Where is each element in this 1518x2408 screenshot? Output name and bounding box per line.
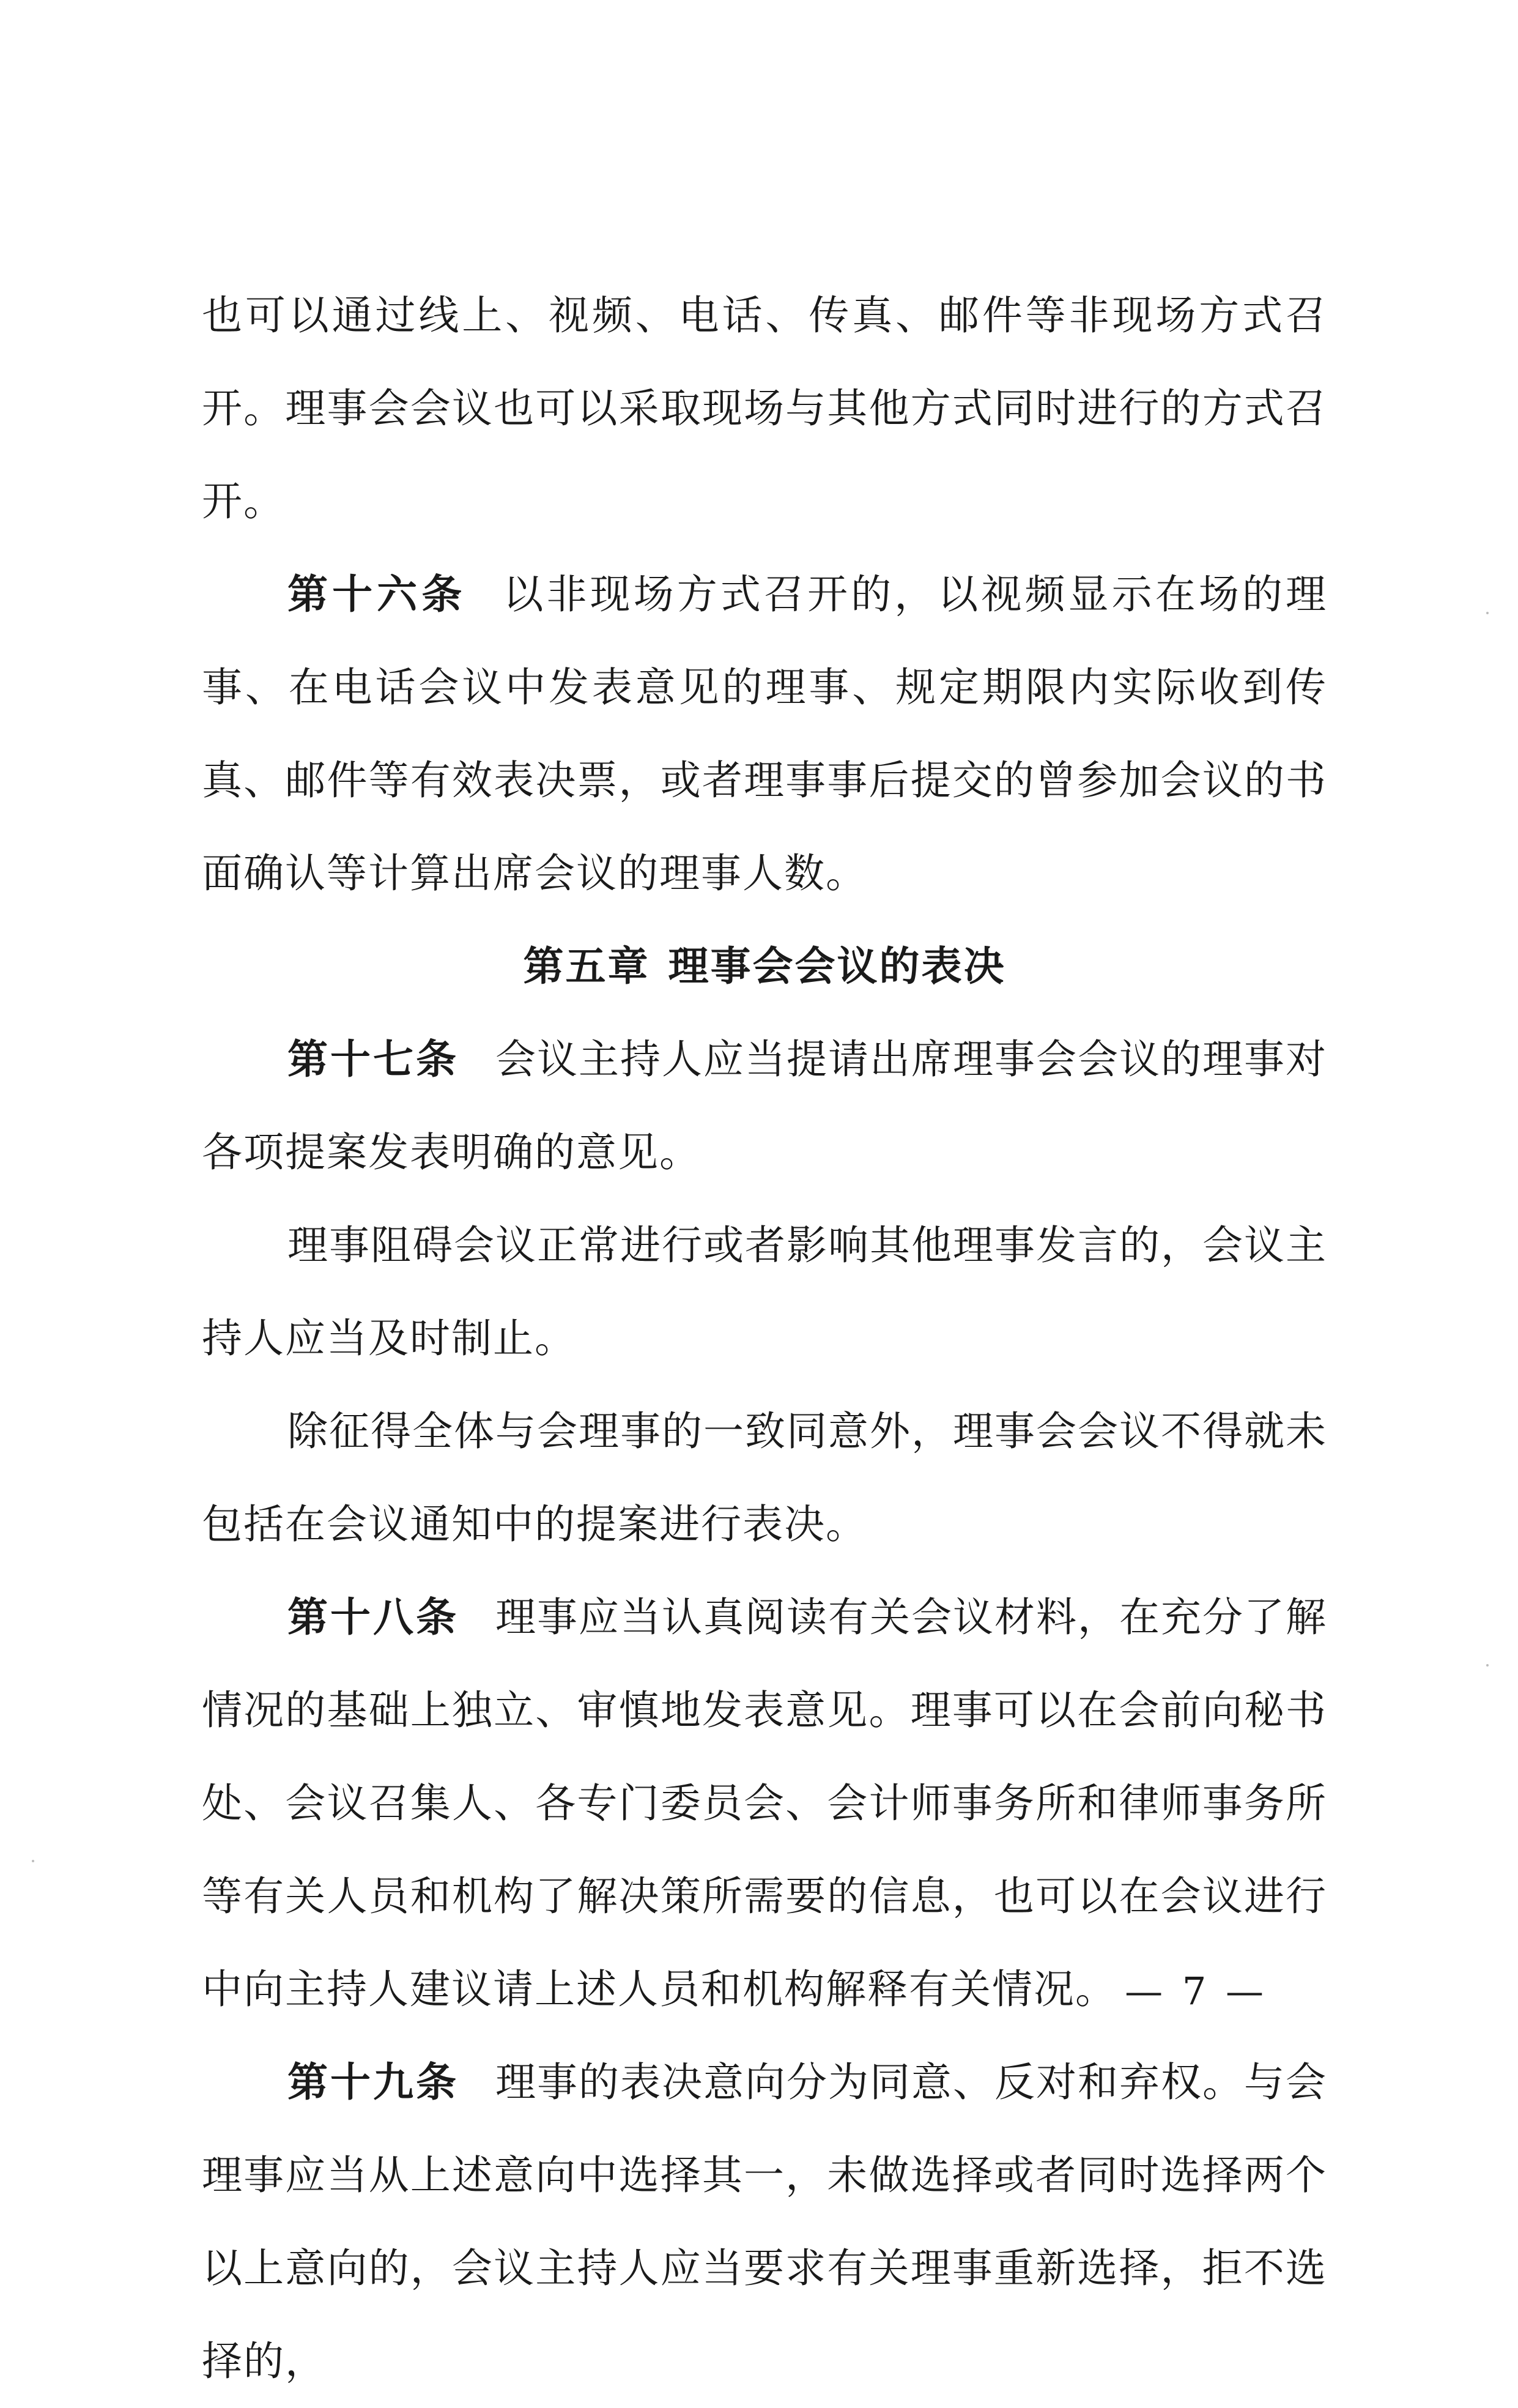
- chapter-title: 理事会会议的表决: [668, 943, 1006, 990]
- paragraph-text: 理事的表决意向分为同意、反对和弃权。与会理事应当从上述意向中选择其一，未做选择或者同时选择两个以上意向的，会议主持人应当要求有关理事重新选择，拒不选择的，: [202, 2059, 1327, 2385]
- paragraph-text: 以非现场方式召开的，以视频显示在场的理事、在电话会议中发表意见的理事、规定期限内实际收到传真、邮件等有效表决票，或者理事事后提交的曾参加会议的书面确认等计算出席会议的理事人数。: [202, 571, 1328, 897]
- scan-speck: [1486, 612, 1489, 614]
- article-label: 第十八条: [287, 1594, 459, 1641]
- article-17-paragraph-2: [202, 1199, 1327, 1385]
- article-label: 第十七条: [287, 1036, 459, 1083]
- paragraph-text: 理事阻碍会议正常进行或者影响其他理事发言的，会议主持人应当及时制止。: [202, 1222, 1327, 1362]
- page-number: — 7 —: [1125, 1969, 1267, 2013]
- document-body: [202, 269, 1327, 2408]
- article-label: 第十六条: [287, 571, 467, 618]
- chapter-number: 第五章: [523, 943, 650, 990]
- paragraph-continuation: [202, 269, 1327, 548]
- paragraph-text: 也可以通过线上、视频、电话、传真、邮件等非现场方式召开。理事会会议也可以采取现场与其他方式同时进行的方式召开。: [202, 292, 1327, 525]
- article-17-paragraph-3: [202, 1385, 1327, 1571]
- paragraph-text: 除征得全体与会理事的一致同意外，理事会会议不得就未包括在会议通知中的提案进行表决。: [202, 1408, 1327, 1548]
- article-18: [202, 1571, 1327, 2036]
- article-19: [202, 2036, 1327, 2408]
- scan-speck: [1486, 1664, 1489, 1667]
- article-label: 第十九条: [287, 2059, 459, 2106]
- article-16: [202, 548, 1327, 920]
- chapter-heading: [202, 920, 1327, 1013]
- scan-speck: [32, 1860, 34, 1862]
- article-17: [202, 1013, 1327, 1199]
- paragraph-text: 理事应当认真阅读有关会议材料，在充分了解情况的基础上独立、审慎地发表意见。理事可以在会前向秘书处、会议召集人、各专门委员会、会计师事务所和律师事务所等有关人员和机构了解决策所需要的信息，也可以在会议进行中向主持人建议请上述人员和机构解释有关情况。: [202, 1594, 1327, 2013]
- paragraph-text: 会议主持人应当提请出席理事会会议的理事对各项提案发表明确的意见。: [202, 1036, 1327, 1176]
